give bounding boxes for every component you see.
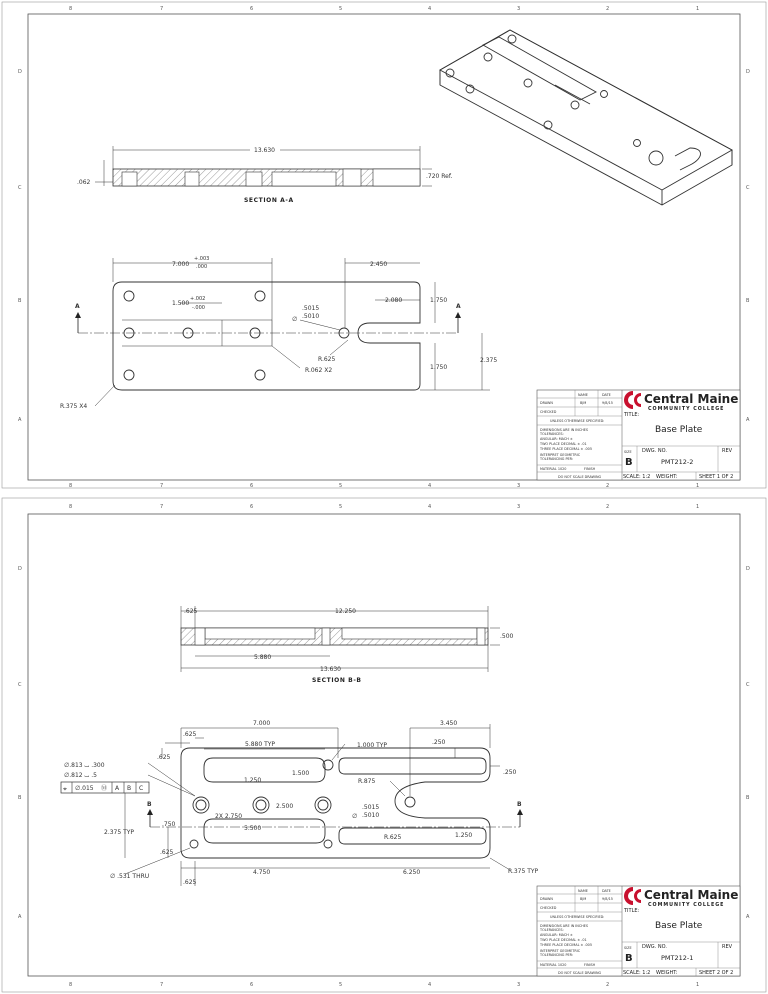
zone-7: 7 [160,483,164,489]
zone-b: B [18,298,22,304]
drawing-number: PMT212-2 [661,458,694,466]
zone-1: 1 [696,982,700,988]
tb-size-label: SIZE [624,946,632,950]
zone-c: C [746,682,750,688]
tb-notes-2: TOLERANCES: [540,928,564,932]
dim-750: .750 [162,821,176,828]
zone-3: 3 [517,504,521,510]
tb-header-date: DATE [602,889,611,893]
tb-checked-label: CHECKED [540,906,557,910]
dim-1500: 1.500 [292,770,310,777]
zone-8: 8 [69,982,73,988]
dim-12250: 12.250 [335,608,356,615]
dim-625-a: .625 [183,731,197,738]
tb-drawn-label: DRAWN [540,401,553,405]
dim-dia-upper: .5015 [302,305,320,312]
tb-rev-label: REV [722,448,733,454]
cut-mark-left: A [75,303,80,310]
zone-3: 3 [517,483,521,489]
dim-dia-531-thru: ∅ .531 THRU [110,873,150,880]
drawing-sheet-1 [0,0,768,490]
tb-size: B [625,457,633,468]
section-b-b-view [181,606,514,684]
zone-3: 3 [517,6,521,12]
tb-unless: UNLESS OTHERWISE SPECIFIED: [550,419,605,423]
dim-2375: 2.375 [480,357,498,364]
tb-title-label: TITLE: [624,908,640,914]
tb-notes-7: TOLERANCING PER: [540,457,574,461]
dim-r375: R.375 X4 [60,403,88,410]
tb-notes-4: TWO PLACE DECIMAL ± .01 [540,442,587,446]
dim-1250-a: 1.250 [244,777,262,784]
drawing-title: Base Plate [655,921,703,931]
zone-1: 1 [696,504,700,510]
tb-do-not-scale: DO NOT SCALE DRAWING [558,475,602,479]
dim-13630: 13.630 [320,666,341,673]
zone-d: D [746,69,750,75]
tb-drawn-name: BJM [580,897,587,901]
dim-7000: 7.000 [253,720,271,727]
zone-4: 4 [428,6,432,12]
zone-4: 4 [428,982,432,988]
zone-8: 8 [69,483,73,489]
zone-labels-top [69,504,699,510]
tb-header-name: NAME [578,889,588,893]
dim-5880-typ: 5.880 TYP [245,741,276,748]
dim-250-a: .250 [432,739,446,746]
zone-5: 5 [339,483,343,489]
fcf-datum-c: C [139,785,144,792]
tb-notes-4: TWO PLACE DECIMAL ± .01 [540,938,587,942]
zone-d: D [18,566,22,572]
zone-5: 5 [339,504,343,510]
tb-notes-7: TOLERANCING PER: [540,953,574,957]
fcf-datum-b: B [127,785,132,792]
dim-2375-typ: 2.375 TYP [104,829,135,836]
dim-2450: 2.450 [370,261,388,268]
dim-7000-tol-up: +.003 [194,256,210,262]
tb-weight: WEIGHT: [656,474,678,480]
tb-do-not-scale: DO NOT SCALE DRAWING [558,971,602,975]
section-a-a-view [77,146,453,204]
dim-1250-b: 1.250 [455,832,473,839]
zone-2: 2 [606,483,610,489]
dim-3450: 3.450 [440,720,458,727]
dim-thickness-ref: .720 Ref. [426,173,453,180]
zone-2: 2 [606,6,610,12]
zone-a: A [18,914,22,920]
zone-1: 1 [696,483,700,489]
fcf-tolerance: ∅.015 [75,785,94,792]
dim-overall-length: 13.630 [254,147,275,154]
sheet-2-canvas [0,496,768,994]
tb-notes-6: INTERPRET GEOMETRIC [540,453,581,457]
zone-6: 6 [250,483,254,489]
cut-mark-right: B [517,801,522,808]
drawing-title: Base Plate [655,425,703,435]
dim-r875: R.875 [358,778,376,785]
tb-finish: FINISH [584,963,596,967]
zone-a: A [18,417,22,423]
dim-2x2750: 2X 2.750 [215,813,243,820]
diameter-symbol: ∅ [292,316,298,323]
dim-4750: 4.750 [253,869,271,876]
tb-scale: SCALE: 1:2 [623,970,651,976]
dim-2080: 2.080 [385,297,403,304]
zone-6: 6 [250,504,254,510]
tb-unless: UNLESS OTHERWISE SPECIFIED: [550,915,605,919]
dim-5880: 5.880 [254,654,272,661]
tb-drawn-date: 9/8/15 [602,401,613,405]
dim-625-top: .625 [184,608,198,615]
dim-r062: R.062 X2 [305,367,333,374]
tb-notes-1: DIMENSIONS ARE IN INCHES [540,428,589,432]
isometric-view [440,30,732,205]
position-icon: ⌖ [63,785,67,793]
zone-labels-top [69,6,699,12]
callout-counterbore-2: ∅.812 ⌴ .5 [64,772,97,779]
tb-notes-1: DIMENSIONS ARE IN INCHES [540,924,589,928]
tb-notes-2: TOLERANCES: [540,432,564,436]
dim-250-b: .250 [503,769,517,776]
tb-notes-3: ANGULAR: MACH ± [540,933,573,937]
zone-6: 6 [250,982,254,988]
zone-c: C [18,682,22,688]
tb-notes-5: THREE PLACE DECIMAL ± .005 [540,447,592,451]
feature-control-frame [61,782,149,793]
tb-notes-5: THREE PLACE DECIMAL ± .005 [540,943,592,947]
drawing-number: PMT212-1 [661,954,694,962]
dim-1500-tol-up: +.002 [190,296,206,302]
fcf-mmc: Ⓜ [101,785,108,792]
tb-drawn-label: DRAWN [540,897,553,901]
zone-b: B [18,795,22,801]
dim-dia-upper: .5015 [362,804,380,811]
company-subtitle: COMMUNITY COLLEGE [648,407,725,412]
plan-view [78,258,490,406]
dim-thickness-left: .062 [77,179,91,186]
zone-b: B [746,795,750,801]
company-name: Central Maine [644,888,739,902]
tb-header-name: NAME [578,393,588,397]
tb-notes-6: INTERPRET GEOMETRIC [540,949,581,953]
title-block [537,886,740,976]
tb-header-date: DATE [602,393,611,397]
dim-dia-lower: .5010 [302,313,320,320]
dim-1000-typ: 1.000 TYP [357,742,388,749]
tb-weight: WEIGHT: [656,970,678,976]
company-name: Central Maine [644,392,739,406]
company-subtitle: COMMUNITY COLLEGE [648,903,725,908]
dim-1500-tol-dn: -.000 [192,305,205,311]
dim-625-c: .625 [160,849,174,856]
dim-6250: 6.250 [403,869,421,876]
section-a-a-label: SECTION A-A [244,197,294,204]
dim-625-d: .625 [183,879,197,886]
zone-4: 4 [428,504,432,510]
zone-4: 4 [428,483,432,489]
dim-5500: 5.500 [244,825,262,832]
dim-7000: 7.000 [172,261,190,268]
tb-drawn-date: 9/8/15 [602,897,613,901]
zone-3: 3 [517,982,521,988]
tb-dwg-label: DWG. NO. [642,448,667,454]
dim-r625: R.625 [384,834,402,841]
zone-7: 7 [160,982,164,988]
zone-b: B [746,298,750,304]
zone-a: A [746,417,750,423]
title-block [537,390,740,480]
zone-8: 8 [69,6,73,12]
dim-2500: 2.500 [276,803,294,810]
zone-7: 7 [160,6,164,12]
zone-5: 5 [339,982,343,988]
dim-1750-top: 1.750 [430,297,448,304]
zone-a: A [746,914,750,920]
dim-7000-tol-dn: .000 [196,264,208,270]
sheet-1-canvas [0,0,768,490]
tb-material: MATERIAL 1020 [540,963,567,967]
dim-1750-bottom: 1.750 [430,364,448,371]
zone-8: 8 [69,504,73,510]
tb-material: MATERIAL 1020 [540,467,567,471]
zone-c: C [746,185,750,191]
tb-rev-label: REV [722,944,733,950]
plan-view-2 [125,724,520,886]
zone-5: 5 [339,6,343,12]
zone-7: 7 [160,504,164,510]
section-b-b-label: SECTION B-B [312,677,362,684]
dim-500: .500 [500,633,514,640]
zone-6: 6 [250,6,254,12]
callout-counterbore-1: ∅.813 ⌴ .300 [64,762,105,769]
tb-size: B [625,953,633,964]
zone-1: 1 [696,6,700,12]
dim-r375-typ: R.375 TYP [508,868,539,875]
dim-625-b: .625 [157,754,171,761]
tb-size-label: SIZE [624,450,632,454]
tb-title-label: TITLE: [624,412,640,418]
tb-sheet-number: SHEET 2 OF 2 [699,970,734,976]
tb-dwg-label: DWG. NO. [642,944,667,950]
zone-2: 2 [606,504,610,510]
tb-drawn-name: BJM [580,401,587,405]
tb-notes-3: ANGULAR: MACH ± [540,437,573,441]
cut-mark-left: B [147,801,152,808]
zone-2: 2 [606,982,610,988]
zone-labels-bottom [69,982,699,988]
zone-c: C [18,185,22,191]
zone-d: D [18,69,22,75]
drawing-sheet-2 [0,496,768,994]
diameter-symbol: ∅ [352,813,358,820]
cut-mark-right: A [456,303,461,310]
fcf-datum-a: A [115,785,120,792]
dim-1500: 1.500 [172,300,190,307]
tb-checked-label: CHECKED [540,410,557,414]
dim-r625: R.625 [318,356,336,363]
dim-dia-lower: .5010 [362,812,380,819]
tb-scale: SCALE: 1:2 [623,474,651,480]
zone-d: D [746,566,750,572]
tb-finish: FINISH [584,467,596,471]
tb-sheet-number: SHEET 1 OF 2 [699,474,734,480]
